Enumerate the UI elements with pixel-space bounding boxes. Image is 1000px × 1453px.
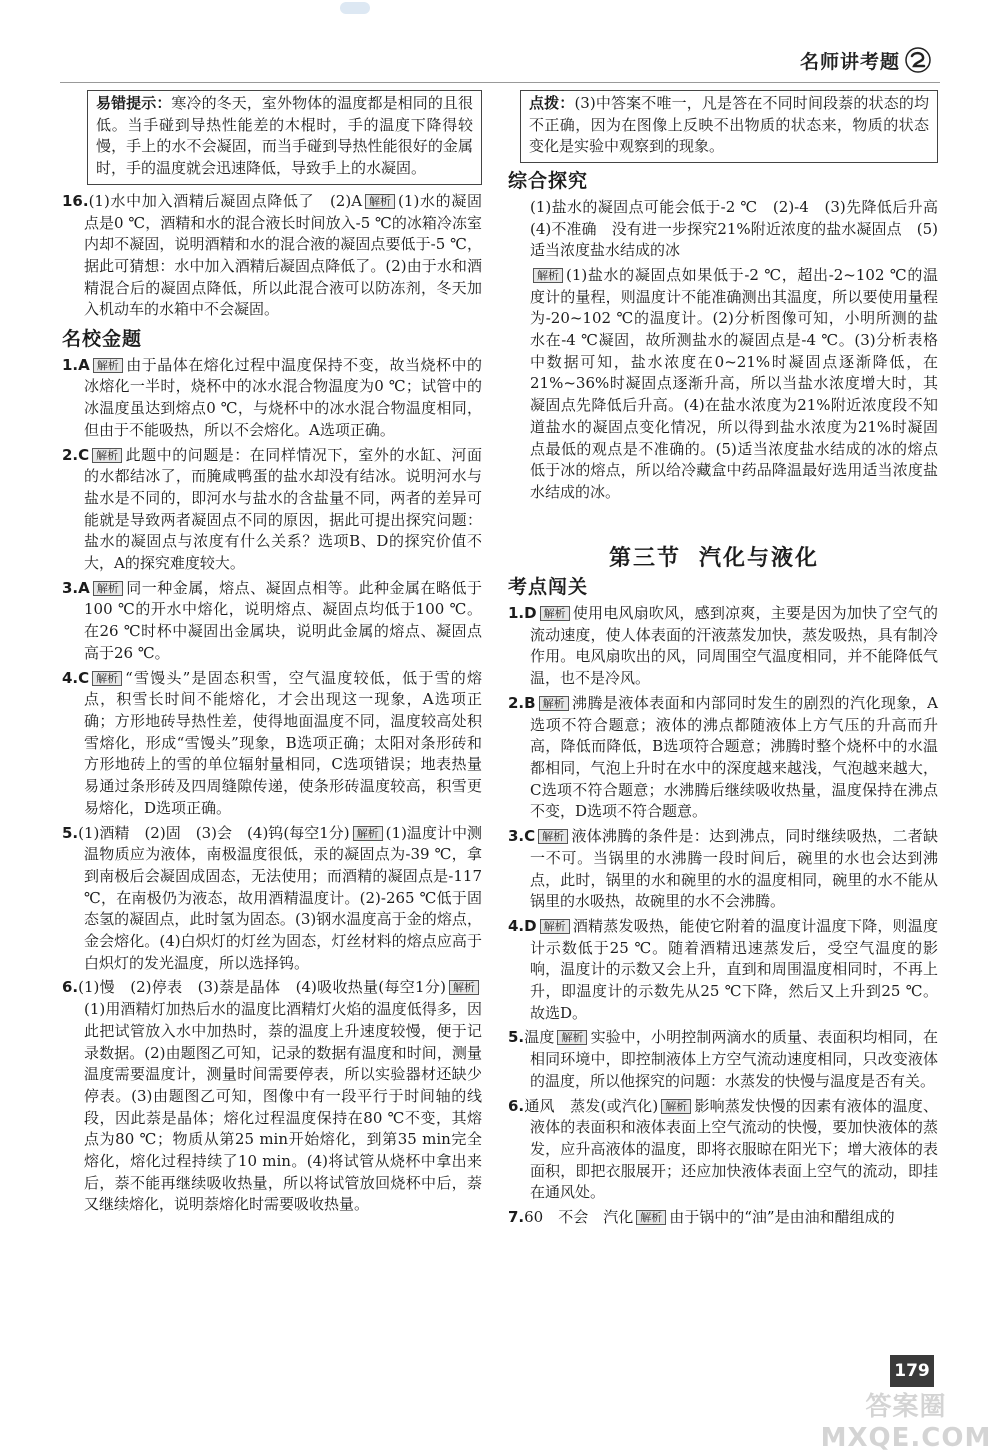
right-column	[508, 90, 954, 1232]
header-title: 名师讲考题	[799, 50, 900, 73]
answer-r3: 3.C 解析 液体沸腾的条件是：达到沸点，同时继续吸热，二者缺一不可。当锅里的水沸腾一段时间后，碗里的水也会达到沸点，此时，锅里的水和碗里的水的温度相同，碗里的水不能从锅里的水吸热，故碗里的水不会沸腾。	[508, 827, 938, 911]
analysis-badge: 解析	[533, 268, 563, 283]
analysis-badge: 解析	[449, 980, 479, 995]
top-scan-mark	[340, 2, 370, 14]
analysis-badge: 解析	[93, 581, 123, 596]
answer-3: 3.A 解析 同一种金属，熔点、凝固点相等。此种金属在略低于100 ℃的开水中熔化，说明熔点、凝固点均低于100 ℃。在26 ℃时杯中凝固出金属块，说明此金属的熔点、凝固点高于26 ℃。	[62, 578, 482, 662]
zonghe-analysis: 解析 (1)盐水的凝固点如果低于-2 ℃，超出-2~102 ℃的温度计的量程，则温度计不能准确测出其温度，所以要使用量程为-20~102 ℃的温度计。(2)分析图像可知，小明所测的盐水在-4 ℃凝固，故所测盐水的凝固点是-4 ℃。(3)分析表格中数据可知，盐水浓度在0~21%时凝固点逐渐降低，在21%~36%时凝固点逐渐升高，所以当盐水浓度增大时，其凝固点先降低后升高。(4)在盐水浓度为21%附近浓度段不知道盐水的凝固点变化情况，所以得到盐水浓度为21%时凝固点最低的观点是不准确的。(5)适当浓度盐水结成的冰的熔点低于冰的熔点，所以给冷藏盒中药品降温最好选用适当浓度盐水结成的冰。	[530, 265, 938, 501]
tip-text: 寒冷的冬天，室外物体的温度都是相同的且很低。当手碰到导热性能差的木棍时，手的温度下降得较慢，手上的水不会凝固，而当手碰到导热性能很好的金属时，手的温度就会迅速降低，导致手上的水凝固。	[96, 94, 473, 178]
answer-r6: 6.通风 蒸发(或汽化) 解析 影响蒸发快慢的因素有液体的温度、液体的表面积和液体表面上空气流动的快慢，要加快液体的蒸发，应升高液体的温度，即将衣服晾在阳光下；增大液体的表面积，即把衣服展开；还应加快液体表面上空气的流动，即挂在通风处。	[508, 1096, 938, 1202]
answer-r2: 2.B 解析 沸腾是液体表面和内部同时发生的剧烈的汽化现象，A选项不符合题意；液体的沸点都随液体上方气压的升高而升高，降低而降低，B选项符合题意；沸腾时整个烧杯中的水温都相同，气泡上升时在水中的深度越来越浅，气泡越来越大，C选项不符合题意；水沸腾后继续吸收热量，温度保持在沸点不变，D选项不符合题意。	[508, 693, 938, 821]
analysis-badge: 解析	[538, 829, 568, 844]
analysis-badge: 解析	[557, 1030, 587, 1045]
answer-r1: 1.D 解析 使用电风扇吹风，感到凉爽，主要是因为加快了空气的流动速度，使人体表面的汗液蒸发加快，蒸发吸热，具有制冷作用。电风扇吹出的风，同周围空气温度相同，并不能降低气温，也不是冷风。	[508, 604, 938, 688]
tip-label: 易错提示：	[96, 94, 172, 112]
chapter-title	[508, 545, 938, 571]
answer-4: 4.C 解析 “雪馒头”是固态积雪，空气温度较低，低于雪的熔点，积雪长时间不能熔化，才会出现这一现象，A选项正确；方形地砖导热性差，使得地面温度不同，温度较高处积雪熔化，形成“雪馒头”现象，B选项正确；太阳对条形砖和方形地砖上的雪的单位辐射量相同，C选项错误；地表热量易通过条形砖及四周缝隙传递，使条形砖温度较高，积雪更易熔化，D选项正确。	[62, 668, 482, 817]
answer-6: 6.(1)慢 (2)停表 (3)萘是晶体 (4)吸收热量(每空1分) 解析(1)用酒精灯加热后水的温度比酒精灯火焰的温度低得多，因此把试管放入水中加热时，萘的温度上升速度较慢，便于记录数据。(2)由题图乙可知，记录的数据有温度和时间，测量温度需要温度计，测量时间需要停表，所以实验器材还缺少停表。(3)由题图乙可知，图像中有一段平行于时间轴的线段，因此萘是晶体；熔化过程温度保持在80 ℃不变，其熔点为80 ℃；物质从第25 min开始熔化，到第35 min完全熔化，熔化过程持续了10 min。(4)将试管从烧杯中拿出来后，萘不能再继续吸收热量，所以将试管放回烧杯中后，萘又继续熔化，说明萘熔化时需要吸收热量。	[62, 978, 482, 1214]
answer-16: 16.(1)水中加入酒精后凝固点降低了 (2)A 解析 (1)水的凝固点是0 ℃，酒精和水的混合液长时间放入-5 ℃的冰箱冷冻室内却不凝固，说明酒精和水的混合液的凝固点要低于-5 ℃，据此可猜想：水中加入酒精后凝固点降低了。(2)由于水和酒精混合后的凝固点降低，所以此混合液可以防冻剂，冬天加入机动车的水箱中不会凝固。	[62, 191, 482, 319]
watermark: 答案圈 MXQE.COM	[820, 1392, 992, 1453]
analysis-badge: 解析	[540, 606, 570, 621]
analysis-badge: 解析	[661, 1099, 691, 1114]
section-heading-mingxiao: 名校金题	[62, 328, 143, 351]
answer-r5: 5.温度 解析 实验中，小明控制两滴水的质量、表面积均相同，在相同环境中，即控制液体上方空气流动速度相同，只改变液体的温度，所以他探究的问题：水蒸发的快慢与温度是否有关。	[508, 1028, 938, 1090]
section-heading-kaodian: 考点闯关	[508, 576, 589, 599]
swirl-logo-icon	[904, 46, 932, 74]
answer-r7: 7.60 不会 汽化 解析 由于锅中的“油”是由油和醋组成的	[508, 1208, 895, 1227]
chapter-number: 第三节	[608, 545, 681, 571]
analysis-badge: 解析	[636, 1210, 666, 1225]
header-rule	[60, 82, 940, 83]
section-heading-zonghe: 综合探究	[508, 170, 589, 193]
zonghe-answer: (1)盐水的凝固点可能会低于-2 ℃ (2)-4 (3)先降低后升高 (4)不准确 没有进一步探究21%附近浓度的盐水凝固点 (5)适当浓度盐水结成的冰	[530, 197, 954, 260]
analysis-badge: 解析	[365, 194, 395, 209]
tip-text: (3)中答案不唯一，凡是答在不同时间段萘的状态的均不正确，因为在图像上反映不出物质的状态来，物质的状态变化是实验中观察到的现象。	[529, 94, 929, 156]
page-number: 179	[890, 1355, 934, 1387]
left-tip-box	[87, 90, 482, 185]
tip-label: 点拨：	[529, 94, 575, 112]
analysis-badge: 解析	[93, 358, 123, 373]
chapter-name: 汽化与液化	[699, 545, 820, 571]
analysis-badge: 解析	[92, 671, 122, 686]
right-tip-box	[520, 90, 938, 163]
answer-2: 2.C 解析 此题中的问题是：在同样情况下，室外的水缸、河面的水都结冰了，而腌咸鸭蛋的盐水却没有结冰。说明河水与盐水是不同的，即河水与盐水的含盐量不同，两者的差异可能就是导致两者凝固点不同的原因，据此可提出探究问题：盐水的凝固点与浓度有什么关系？选项B、D的探究价值不大，A的探究难度较大。	[62, 445, 482, 573]
analysis-badge: 解析	[540, 919, 570, 934]
analysis-badge: 解析	[353, 826, 383, 841]
answer-1: 1.A 解析 由于晶体在熔化过程中温度保持不变，故当烧杯中的冰熔化一半时，烧杯中的冰水混合物温度为0 ℃；试管中的冰温度虽达到熔点0 ℃，与烧杯中的冰水混合物温度相同，但由于不能吸热，所以不会熔化。A选项正确。	[62, 355, 482, 439]
left-column	[62, 90, 482, 1219]
answer-r4: 4.D 解析 酒精蒸发吸热，能使它附着的温度计温度下降，则温度计示数低于25 ℃。随着酒精迅速蒸发后，受空气温度的影响，温度计的示数又会上升，直到和周围温度相同时，不再上升，即温度计的示数先从25 ℃下降，然后又上升到25 ℃。故选D。	[508, 916, 938, 1022]
page-header	[800, 40, 932, 80]
analysis-badge: 解析	[539, 696, 569, 711]
analysis-badge: 解析	[92, 448, 122, 463]
answer-5: 5.(1)酒精 (2)固 (3)会 (4)钨(每空1分) 解析 (1)温度计中测温物质应为液体，南极温度很低，汞的凝固点为-39 ℃，拿到南极后会凝固成固态，无法使用；而酒精的凝固点是-117 ℃，在南极仍为液态，故用酒精温度计。(2)-265 ℃低于固态氢的凝固点，此时氢为固态。(3)钢水温度高于金的熔点，金会熔化。(4)白炽灯的灯丝为固态，灯丝材料的熔点应高于白炽灯的发光温度，所以选择钨。	[62, 823, 483, 972]
